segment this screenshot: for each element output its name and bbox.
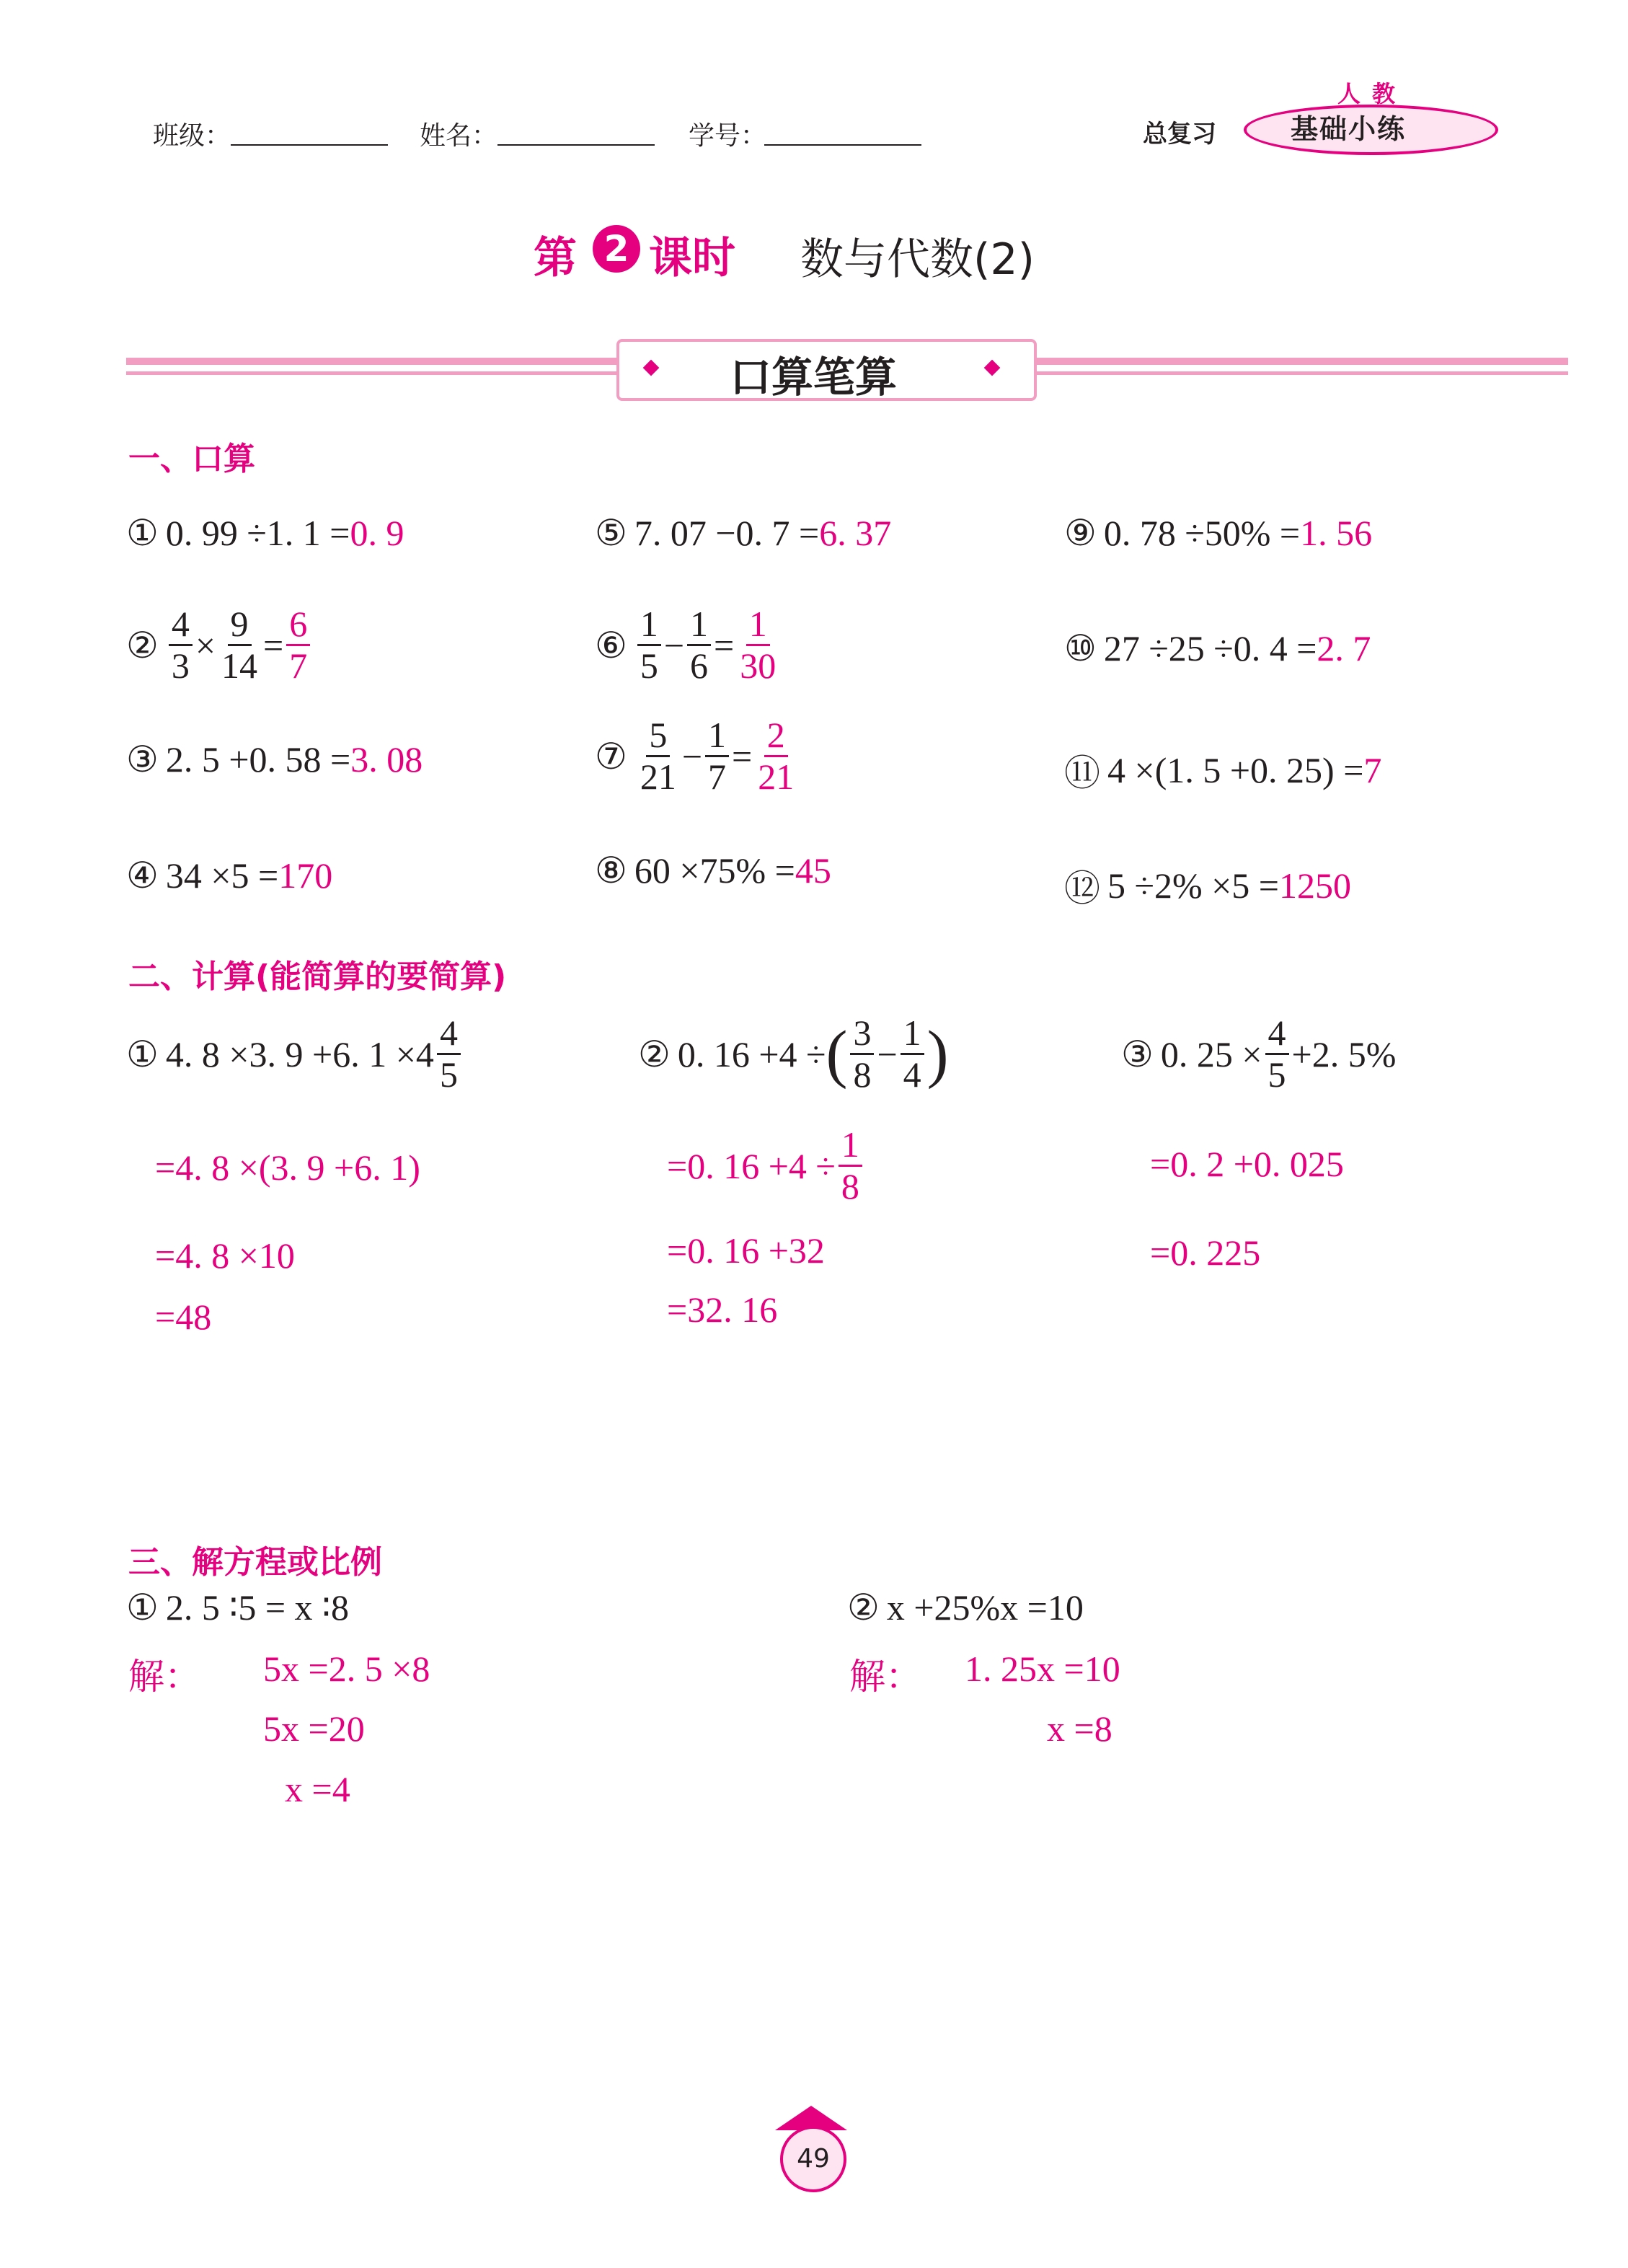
problem-expression: 60 ×75% = — [634, 850, 795, 891]
problem-answer: 1250 — [1279, 865, 1351, 906]
problem-number: ⑩ — [1064, 628, 1097, 669]
oral-problem-3 — [126, 738, 423, 780]
problem-expression: 34 ×5 = — [165, 855, 279, 896]
oral-problem-11 — [1064, 744, 1381, 796]
equation-problem-1 — [126, 1587, 349, 1628]
problem-number: ③ — [1121, 1033, 1154, 1075]
page-number: 49 — [780, 2126, 846, 2192]
name-label: 姓名： — [420, 121, 498, 151]
fraction: $\frac{1}{7}$ — [705, 715, 729, 797]
step-text: =0. 16 +4 ÷ — [667, 1145, 836, 1186]
fraction: $\frac{3}{8}$ — [850, 1013, 874, 1095]
equals: = — [732, 736, 753, 777]
title-prefix: 第 — [534, 233, 577, 283]
problem-number: ⑨ — [1064, 513, 1097, 553]
section-heading-calculation: 二、计算(能简算的要简算) — [128, 958, 507, 995]
right-paren: ) — [926, 1018, 949, 1090]
problem-number: ② — [638, 1033, 671, 1075]
operator: − — [663, 625, 685, 666]
fraction: $\frac{1}{4}$ — [901, 1013, 924, 1095]
problem-expression-tail: +2. 5% — [1291, 1033, 1397, 1075]
student-id-label: 学号： — [689, 121, 767, 151]
section-heading-oral: 一、口算 — [128, 441, 255, 477]
solution-step: =0. 2 +0. 025 — [1150, 1144, 1344, 1184]
problem-expression: 5 ÷2% ×5 = — [1107, 865, 1279, 906]
problem-number: ④ — [126, 855, 159, 896]
problem-number: ① — [126, 1033, 159, 1075]
solution-step: x =4 — [285, 1769, 350, 1809]
fraction: $\frac{1}{6}$ — [687, 604, 711, 686]
page-title: 数与代数(2) — [800, 234, 1035, 285]
equation-problem-2 — [847, 1587, 1084, 1628]
problem-answer: 45 — [795, 850, 831, 891]
oral-problem-8 — [595, 850, 831, 891]
banner-label: 口算笔算 — [730, 353, 898, 402]
fraction: $\frac{4}{5}$ — [437, 1013, 461, 1095]
problem-expression: 4 ×(1. 5 +0. 25) = — [1107, 750, 1364, 790]
oral-problem-4 — [126, 855, 332, 896]
name-blank[interactable] — [497, 144, 655, 146]
class-label: 班级： — [153, 121, 231, 151]
oral-problem-1 — [126, 512, 404, 554]
left-paren: ( — [826, 1018, 848, 1090]
solution-step: =48 — [155, 1297, 212, 1337]
edition-label: 人教 — [1337, 80, 1407, 107]
class-blank[interactable] — [231, 144, 388, 146]
oral-problem-9 — [1064, 512, 1372, 554]
fraction: $\frac{1}{5}$ — [637, 604, 661, 686]
problem-expression: 2. 5 ∶5 = x ∶8 — [165, 1587, 350, 1628]
oral-problem-12 — [1064, 860, 1351, 912]
operator: × — [195, 625, 216, 666]
problem-expression: 0. 16 +4 ÷ — [677, 1033, 826, 1075]
fraction: $\frac{4}{5}$ — [1265, 1013, 1289, 1095]
problem-number: ② — [847, 1587, 880, 1628]
problem-number: ① — [126, 1587, 159, 1628]
problem-number: ⑧ — [595, 850, 627, 891]
solve-label: 解： — [849, 1656, 921, 1697]
problem-expression: 0. 78 ÷50% = — [1103, 513, 1301, 553]
solution-step: 5x =2. 5 ×8 — [263, 1649, 430, 1689]
problem-number: ⑪ — [1064, 753, 1100, 793]
oral-problem-10 — [1064, 627, 1371, 669]
series-label: 总复习 — [1143, 120, 1216, 149]
series-title: 基础小练 — [1291, 113, 1407, 145]
problem-answer: 7 — [1363, 750, 1382, 790]
problem-number: ③ — [126, 739, 159, 780]
section-heading-equations: 三、解方程或比例 — [128, 1544, 382, 1581]
problem-number: ⑥ — [595, 625, 627, 666]
solution-step: =0. 16 +32 — [667, 1230, 825, 1271]
calc-problem-2 — [638, 1013, 949, 1095]
oral-problem-2 — [126, 604, 313, 686]
equals: = — [263, 625, 284, 666]
answer-fraction: $\frac{2}{21}$ — [758, 715, 795, 797]
title-suffix: 课时 — [649, 233, 735, 283]
problem-answer: 3. 08 — [350, 739, 423, 780]
problem-expression: 0. 99 ÷1. 1 = — [165, 513, 350, 553]
lesson-number-badge: 2 — [593, 225, 640, 273]
problem-expression: 7. 07 −0. 7 = — [634, 513, 820, 553]
oral-problem-7 — [595, 715, 800, 797]
problem-expression: 0. 25 × — [1160, 1033, 1262, 1075]
equals: = — [714, 625, 735, 666]
solution-step — [667, 1125, 865, 1206]
oral-problem-6 — [595, 604, 782, 686]
fraction: $\frac{9}{14}$ — [221, 604, 258, 686]
solution-step: =4. 8 ×10 — [155, 1235, 295, 1276]
solution-step: x =8 — [1047, 1708, 1112, 1749]
calc-problem-3 — [1121, 1013, 1396, 1095]
solution-step: =4. 8 ×(3. 9 +6. 1) — [155, 1147, 420, 1188]
fraction: $\frac{5}{21}$ — [640, 715, 676, 797]
problem-number: ⑤ — [595, 513, 627, 553]
solution-step: 1. 25x =10 — [965, 1649, 1120, 1689]
student-id-blank[interactable] — [764, 144, 921, 146]
problem-expression: x +25%x =10 — [886, 1587, 1084, 1628]
solution-step: =0. 225 — [1150, 1232, 1261, 1273]
problem-answer: 0. 9 — [350, 513, 404, 553]
problem-number: ② — [126, 625, 159, 666]
solution-step: =32. 16 — [667, 1289, 778, 1330]
problem-answer: 1. 56 — [1300, 513, 1373, 553]
problem-answer: 6. 37 — [819, 513, 892, 553]
problem-answer: 2. 7 — [1317, 628, 1371, 669]
calc-problem-1 — [126, 1013, 464, 1095]
operator: − — [681, 736, 703, 777]
problem-number: ⑦ — [595, 736, 627, 777]
solution-step: 5x =20 — [263, 1708, 365, 1749]
fraction: $\frac{4}{3}$ — [169, 604, 193, 686]
problem-number: ⑫ — [1064, 868, 1100, 909]
fraction: $\frac{1}{8}$ — [839, 1125, 862, 1206]
problem-expression: 27 ÷25 ÷0. 4 = — [1103, 628, 1317, 669]
problem-expression: 2. 5 +0. 58 = — [165, 739, 351, 780]
problem-expression: 4. 8 ×3. 9 +6. 1 ×4 — [165, 1033, 434, 1075]
answer-fraction: $\frac{6}{7}$ — [286, 604, 310, 686]
solve-label: 解： — [128, 1656, 200, 1697]
problem-number: ① — [126, 513, 159, 553]
answer-fraction: $\frac{1}{30}$ — [740, 604, 777, 686]
problem-answer: 170 — [278, 855, 333, 896]
operator: − — [877, 1033, 898, 1075]
oral-problem-5 — [595, 512, 891, 554]
